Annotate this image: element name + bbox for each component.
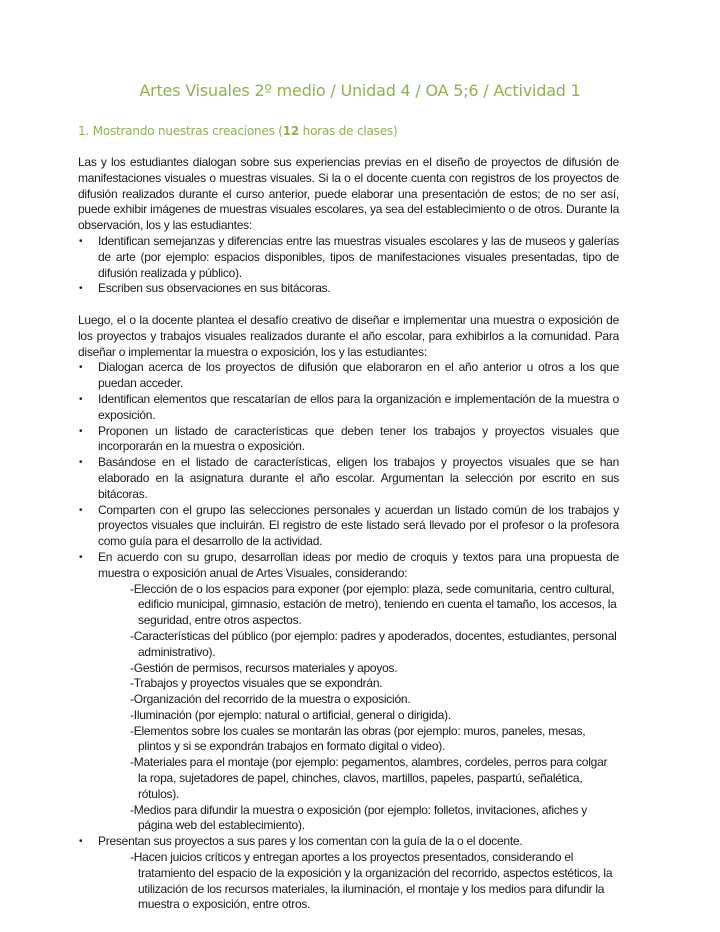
bullet-icon: •: [79, 504, 83, 516]
sub-list-item: -Características del público (por ejemplo: padres y apoderados, docentes, estudiantes, personal administrativo).: [130, 628, 617, 659]
sub-list-item: -Medios para difundir la muestra o exposición (por ejemplo: folletos, invitaciones, afiches y página web del establecimiento).: [130, 802, 587, 833]
sub-list-item: -Trabajos y proyectos visuales que se expondrán.: [130, 676, 383, 691]
list-item-text: Comparten con el grupo las selecciones personales y acuerdan un listado común de los trabajos y proyectos visuales que incluirán. El registro de este listado será llevado por el profesor o la profesora como guía para el desarrollo de la actividad.: [98, 502, 619, 549]
section-heading: [78, 124, 397, 138]
list-item: [78, 281, 619, 297]
bullet-icon: •: [79, 283, 83, 295]
bullet-icon: •: [79, 393, 83, 405]
presentation-subitems-list: [98, 850, 619, 913]
paragraph-spacer: [78, 297, 619, 313]
sub-list-item: -Organización del recorrido de la muestra o exposición.: [130, 692, 411, 707]
list-item-design-proposal: [78, 550, 619, 834]
sub-list-item: -Materiales para el montaje (por ejemplo: pegamentos, alambres, cordeles, perros para colgar la ropa, sujetadores de papel, chinches, clavos, martillos, papeles, paspartú, señalética, rótulos).: [130, 755, 608, 801]
section-number: 1.: [78, 124, 90, 138]
intro-bullet-list: [78, 234, 619, 297]
list-item: [78, 234, 619, 281]
sub-list-item: -Iluminación (por ejemplo: natural o artificial, general o dirigida).: [130, 707, 451, 722]
bullet-icon: •: [79, 836, 83, 848]
document-body: [78, 155, 619, 913]
bullet-icon: •: [79, 425, 83, 437]
list-item: [78, 455, 619, 502]
section-hours: 12: [282, 124, 300, 138]
list-item: [78, 424, 619, 456]
bullet-icon: •: [79, 362, 83, 374]
list-item-text: Dialogan acerca de los proyectos de difusión que elaboraron en el año anterior u otros a los que puedan acceder.: [98, 360, 619, 391]
list-item-text: Escriben sus observaciones en sus bitácoras.: [98, 281, 331, 296]
bullet-icon: •: [79, 551, 83, 563]
sub-list-item: -Hacen juicios críticos y entregan aportes a los proyectos presentados, considerando el tratamiento del espacio de la exposición y la organización del recorrido, aspectos estéticos, la utilización de los recursos materiales, la iluminación, el montaje y los medios para difundir la muestra o exposición, entre otros.: [130, 850, 613, 912]
list-item-text: Proponen un listado de características que deben tener los trabajos y proyectos visuales que incorporarán en la muestra o exposición.: [98, 423, 619, 454]
section-label-start: Mostrando nuestras creaciones (: [92, 124, 283, 138]
page-title: Artes Visuales 2º medio / Unidad 4 / OA 5;6 / Actividad 1: [139, 81, 581, 100]
bullet-icon: •: [79, 457, 83, 469]
bullet-icon: •: [79, 235, 83, 247]
design-considerations-list: [98, 582, 619, 835]
list-item-text: Identifican elementos que rescatarían de ellos para la organización e implementación de la muestra o exposición.: [98, 391, 619, 422]
activity-bullet-list: [78, 360, 619, 913]
sub-list-item: -Gestión de permisos, recursos materiales y apoyos.: [130, 660, 398, 675]
list-item-text: Basándose en el listado de características, eligen los trabajos y proyectos visuales que se han elaborado en la asignatura durante el año escolar. Argumentan la selección por escrito en sus bitácoras.: [98, 455, 619, 501]
list-item-text: En acuerdo con su grupo, desarrollan ideas por medio de croquis y textos para una propuesta de muestra o exposición anual de Artes Visuales, considerando:: [98, 549, 619, 580]
list-item-text: Identifican semejanzas y diferencias entre las muestras visuales escolares y las de museos y galerías de arte (por ejemplo: espacios disponibles, tipos de manifestaciones visuales presentadas, tipo de difusión realizada y público).: [98, 233, 619, 280]
intro-paragraph: Las y los estudiantes dialogan sobre sus experiencias previas en el diseño de proyectos de difusión de manifestaciones visuales o muestras visuales. Si la o el docente cuenta con registros de los proyectos de difusión realizados durante el curso anterior, puede elaborar una presentación de estos; de no ser así, puede exhibir imágenes de muestras visuales escolares, ya sea del establecimiento o de otros. Durante la observación, los y las estudiantes:: [78, 155, 619, 233]
list-item: [78, 503, 619, 550]
list-item-text: Presentan sus proyectos a sus pares y los comentan con la guía de la o el docente.: [98, 834, 523, 849]
section-label-end: horas de clases): [299, 124, 398, 138]
second-paragraph: Luego, el o la docente plantea el desafío creativo de diseñar e implementar una muestra o exposición de los proyectos y trabajos visuales realizados durante el año escolar, para exhibirlos a la comunidad. Para diseñar o implementar la muestra o exposición, los y las estudiantes:: [78, 312, 619, 359]
sub-list-item: -Elección de o los espacios para exponer (por ejemplo: plaza, sede comunitaria, centro cultural, edificio municipal, gimnasio, estación de metro), teniendo en cuenta el tamaño, los accesos, la seguridad, entre otros aspectos.: [130, 581, 617, 628]
list-item-presentation: [78, 834, 619, 913]
list-item: [78, 360, 619, 392]
sub-list-item: -Elementos sobre los cuales se montarán las obras (por ejemplo: muros, paneles, mesas, plintos y si se expondrán trabajos en formato digital o video).: [130, 723, 586, 754]
list-item: [78, 392, 619, 424]
